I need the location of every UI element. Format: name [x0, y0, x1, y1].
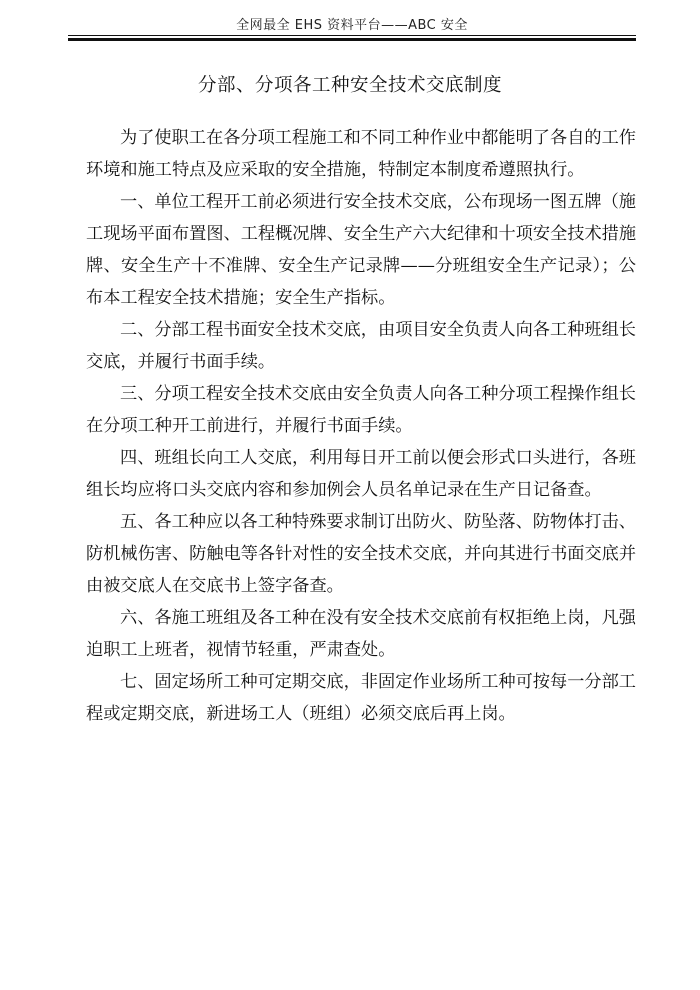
paragraph-item-6: 六、各施工班组及各工种在没有安全技术交底前有权拒绝上岗，凡强迫职工上班者，视情节轻重，严肃查处。: [86, 608, 636, 660]
header-rule-thin: [68, 35, 636, 36]
paragraph-item-5: 五、各工种应以各工种特殊要求制订出防火、防坠落、防物体打击、防机械伤害、防触电等各针对性的安全技术交底，并向其进行书面交底并由被交底人在交底书上签字备查。: [86, 512, 637, 596]
paragraph-item-1: 一、单位工程开工前必须进行安全技术交底，公布现场一图五牌（施工现场平面布置图、工程概况牌、安全生产六大纪律和十项安全技术措施牌、安全生产十不准牌、安全生产记录牌——分班组安全生产记录）；公布本工程安全技术措施；安全生产指标。: [86, 192, 637, 308]
document-body: [86, 122, 636, 730]
paragraph-item-7: 七、固定场所工种可定期交底，非固定作业场所工种可按每一分部工程或定期交底，新进场工人（班组）必须交底后再上岗。: [86, 672, 636, 724]
paragraph-item-3: 三、分项工程安全技术交底由安全负责人向各工种分项工程操作组长在分项工种开工前进行，并履行书面手续。: [86, 384, 636, 436]
document-title: 分部、分项各工种安全技术交底制度: [197, 75, 502, 96]
intro-paragraph: 为了使职工在各分项工程施工和不同工种作业中都能明了各自的工作环境和施工特点及应采取的安全措施，特制定本制度希遵照执行。: [86, 128, 636, 180]
header-rule-thick: [68, 38, 636, 41]
page-header: [68, 0, 636, 41]
paragraph-item-2: 二、分部工程书面安全技术交底，由项目安全负责人向各工种班组长交底，并履行书面手续。: [86, 320, 636, 372]
header-text: 全网最全 EHS 资料平台——ABC 安全: [236, 18, 468, 33]
paragraph-item-4: 四、班组长向工人交底，利用每日开工前以便会形式口头进行，各班组长均应将口头交底内容和参加例会人员名单记录在生产日记备查。: [86, 448, 636, 500]
